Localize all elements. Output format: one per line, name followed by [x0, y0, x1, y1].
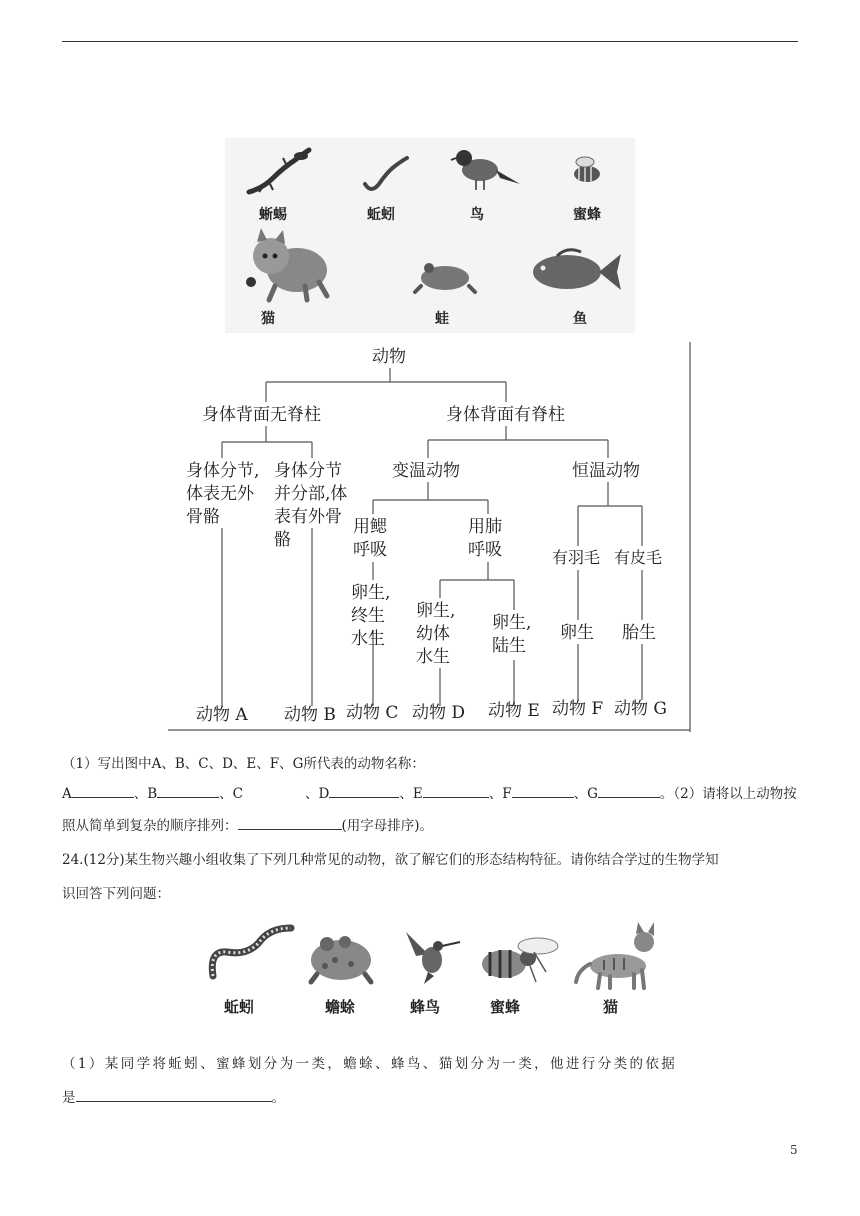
leaf-animal-b: 动物 B — [284, 705, 336, 725]
header-rule — [62, 41, 798, 42]
node-gill-breathing: 用鳃呼吸 — [353, 517, 387, 560]
node-egg-lifelong-aquatic: 卵生,终生水生 — [351, 583, 391, 649]
earthworm-image — [205, 920, 297, 988]
q2-answer-line — [62, 814, 433, 834]
node-egg-terrestrial: 卵生,陆生 — [492, 613, 532, 656]
label-bird: 鸟 — [470, 207, 484, 223]
leaf-animal-c: 动物 C — [346, 703, 399, 723]
node-egg-larva-aquatic: 卵生,幼体水生 — [416, 601, 456, 667]
label-f: 、F — [488, 786, 512, 802]
label-earthworm-2: 蚯蚓 — [224, 998, 255, 1016]
node-cold-blooded: 变温动物 — [392, 461, 460, 481]
label-bee-2: 蜜蜂 — [490, 998, 521, 1016]
node-lung-breathing: 用肺呼吸 — [468, 517, 502, 560]
label-b: 、B — [133, 786, 158, 802]
q24-1-answer-line — [62, 1086, 285, 1106]
answer-blank-d[interactable] — [329, 783, 399, 798]
q24-stem: 24.(12分)某生物兴趣小组收集了下列几种常见的动物，欲了解它们的形态结构特征。请你结合学过的生物学知 — [62, 852, 719, 868]
q24-1-prompt: （1）某同学将蚯蚓、蜜蜂划分为一类，蟾蜍、蜂鸟、猫划分为一类，他进行分类的依据 — [62, 1056, 678, 1072]
node-warm-blooded: 恒温动物 — [572, 461, 640, 481]
bird-image — [450, 144, 522, 194]
answer-blank-f[interactable] — [512, 783, 574, 798]
fish-image — [527, 244, 623, 300]
node-no-spine: 身体背面无脊柱 — [202, 405, 321, 425]
q2-prompt-end: (用字母排序)。 — [341, 818, 434, 834]
cat-image — [235, 224, 335, 304]
leaf-animal-e: 动物 E — [488, 701, 540, 721]
label-g: 、G — [573, 786, 598, 802]
node-segmented-no-exoskeleton: 身体分节,体表无外骨骼 — [186, 461, 260, 527]
q1-answer-line — [62, 782, 797, 802]
label-lizard: 蜥蜴 — [259, 207, 287, 223]
leaf-animal-g: 动物 G — [614, 699, 667, 719]
hummingbird-image — [398, 926, 462, 986]
node-feathers: 有羽毛 — [552, 548, 601, 567]
node-segmented-exoskeleton: 身体分节并分部,体表有外骨骼 — [274, 461, 348, 550]
answer-blank-g[interactable] — [598, 783, 660, 798]
answer-blank-order[interactable] — [238, 815, 342, 830]
node-viviparous: 胎生 — [622, 623, 656, 643]
q24-stem-continued: 识回答下列问题： — [62, 886, 170, 902]
label-a: A — [62, 786, 72, 802]
leaf-animal-d: 动物 D — [412, 703, 466, 723]
tree-root: 动物 — [372, 347, 406, 367]
answer-blank-b[interactable] — [157, 783, 219, 798]
animal-picture-panel-1 — [225, 138, 635, 333]
q1-prompt: （1）写出图中A、B、C、D、E、F、G所代表的动物名称： — [62, 756, 425, 772]
leaf-animal-f: 动物 F — [552, 699, 604, 719]
classification-tree — [168, 340, 692, 732]
frog-image — [413, 256, 477, 296]
toad-image — [305, 930, 377, 986]
answer-blank-classification-basis[interactable] — [76, 1087, 272, 1102]
answer-blank-a[interactable] — [72, 783, 134, 798]
label-hummingbird: 蜂鸟 — [410, 998, 441, 1016]
bee-image — [565, 154, 609, 188]
q2-prompt-start: 。（2）请将以上动物按 — [659, 786, 797, 802]
label-cat-2: 猫 — [603, 998, 619, 1016]
label-cat: 猫 — [261, 311, 275, 327]
q24-1-prefix: 是 — [62, 1090, 76, 1106]
page-number: 5 — [790, 1143, 798, 1157]
label-earthworm: 蚯蚓 — [367, 207, 395, 223]
node-spine: 身体背面有脊柱 — [446, 405, 565, 425]
tree-connector-lines — [168, 340, 692, 732]
label-frog: 蛙 — [435, 311, 449, 327]
node-fur: 有皮毛 — [614, 548, 663, 567]
label-c: 、C — [219, 786, 244, 802]
cat-image — [574, 920, 664, 990]
label-bee: 蜜蜂 — [573, 207, 601, 223]
leaf-animal-a: 动物 A — [196, 705, 248, 725]
answer-blank-e[interactable] — [423, 783, 489, 798]
label-e: 、E — [399, 786, 423, 802]
q2-prompt: 照从简单到复杂的顺序排列： — [62, 818, 238, 834]
label-toad: 蟾蜍 — [325, 998, 356, 1016]
label-fish: 鱼 — [573, 311, 587, 327]
label-d: 、D — [305, 786, 330, 802]
lizard-image — [243, 144, 313, 200]
bee-image — [476, 932, 566, 986]
q24-1-suffix: 。 — [271, 1090, 285, 1106]
earthworm-image — [361, 154, 411, 194]
node-oviparous: 卵生 — [560, 623, 594, 643]
